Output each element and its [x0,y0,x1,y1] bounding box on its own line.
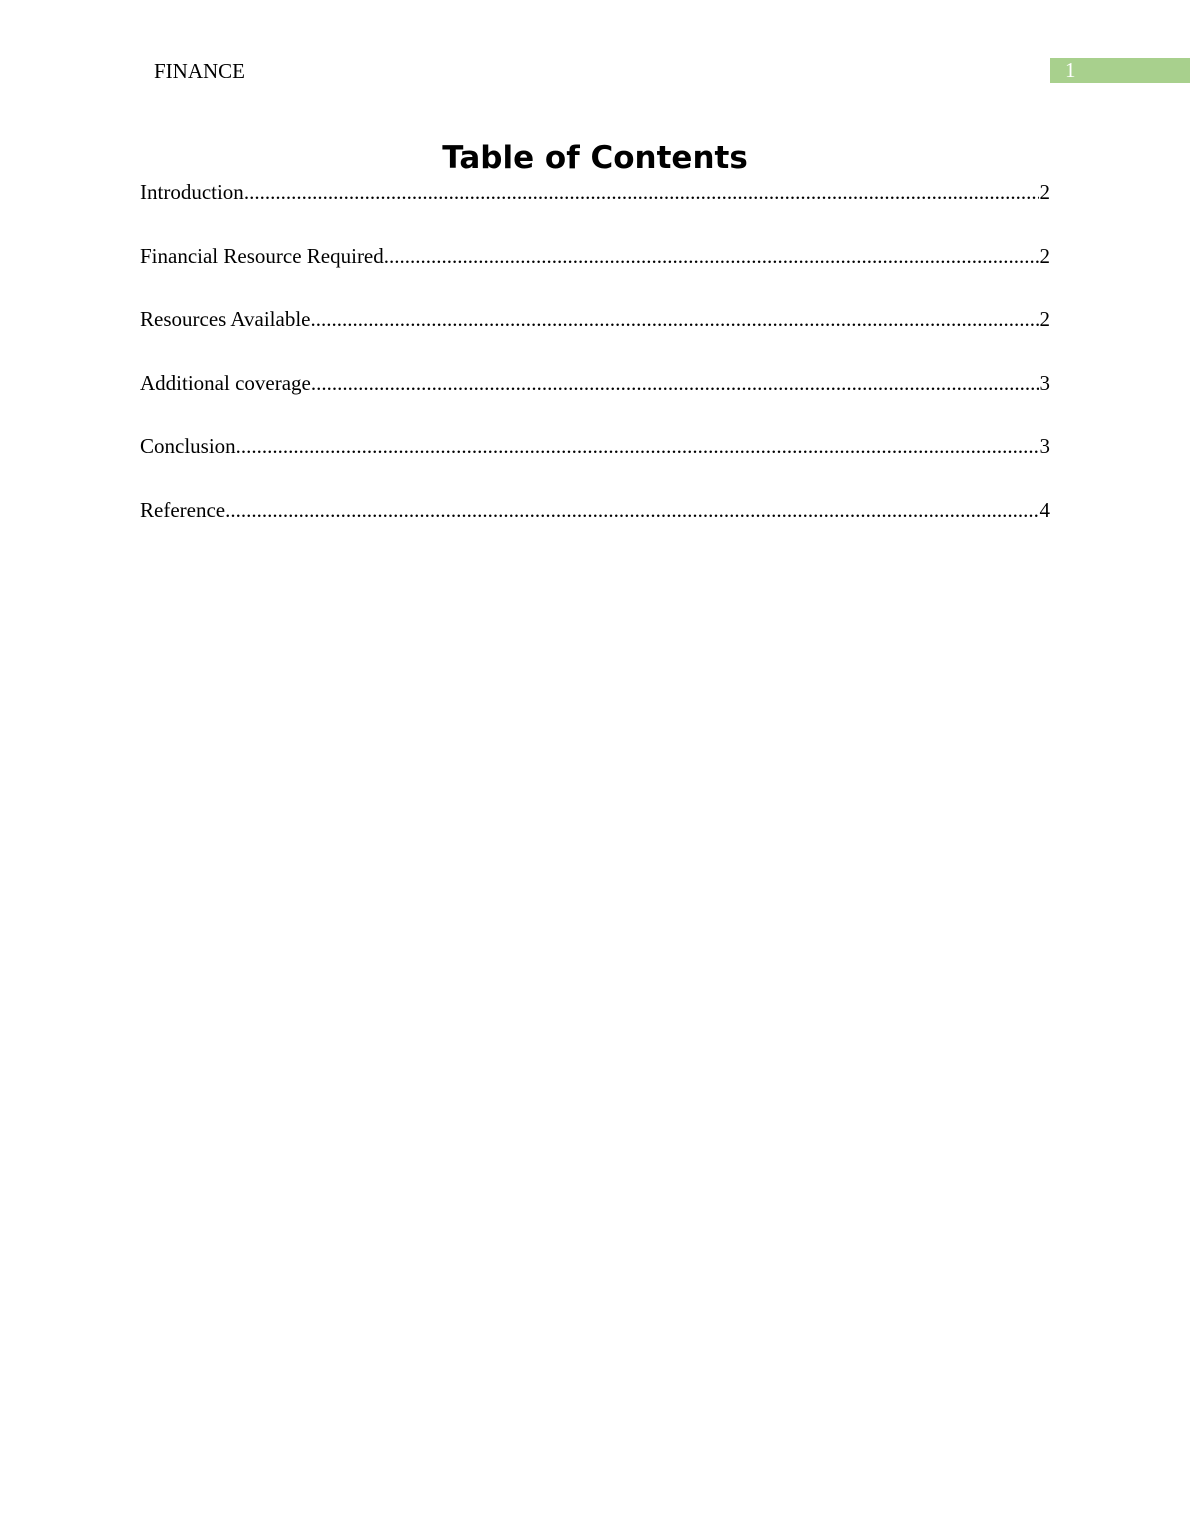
toc-entry-reference[interactable] [140,496,1050,560]
toc-entry-conclusion[interactable] [140,432,1050,496]
page-number-bar [1050,58,1190,83]
toc-dot-leader [311,369,1039,397]
toc-dot-leader [310,305,1038,333]
toc-entry-financial-resource-required[interactable] [140,242,1050,306]
toc-entry-additional-coverage[interactable] [140,369,1050,433]
toc-entry-label: Conclusion [140,434,236,458]
toc-entry-resources-available[interactable] [140,305,1050,369]
toc-dot-leader [225,496,1038,524]
toc-entry-label: Resources Available [140,307,311,331]
toc-list [140,178,1050,559]
toc-dot-leader [384,242,1039,270]
toc-entry-page: 3 [1039,370,1050,395]
toc-entry-label: Additional coverage [140,370,311,395]
toc-entry-label: Financial Resource Required [140,243,384,268]
toc-entry-introduction[interactable] [140,178,1050,242]
toc-entry-page: 4 [1039,497,1050,522]
toc-dot-leader [236,432,1039,460]
toc-dot-leader [244,178,1039,206]
toc-entry-page: 2 [1039,180,1050,204]
toc-entry-page: 2 [1039,307,1050,331]
toc-entry-page: 2 [1039,243,1050,268]
toc-entry-label: Reference [140,497,226,522]
toc-heading: Table of Contents [442,140,748,176]
toc-entry-label: Introduction [140,180,244,204]
header-title: FINANCE [154,59,246,83]
toc-entry-page: 3 [1039,434,1050,458]
page-number: 1 [1065,58,1076,82]
